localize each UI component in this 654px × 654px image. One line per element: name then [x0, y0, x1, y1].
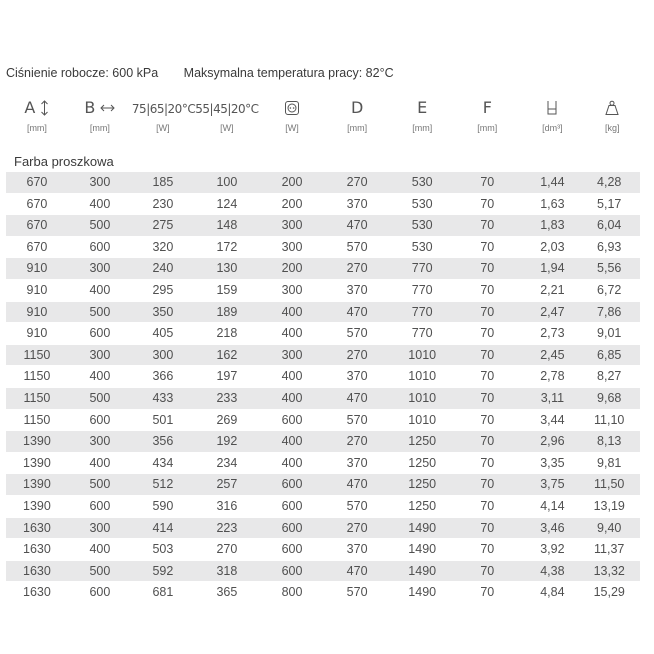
column-unit-d: [mm] — [347, 123, 368, 133]
table-cell: 200 — [260, 172, 324, 193]
table-cell: 1150 — [6, 344, 68, 366]
electric-socket-icon — [284, 100, 300, 116]
table-cell: 500 — [68, 215, 132, 237]
table-cell: 70 — [454, 323, 520, 345]
table-cell: 124 — [194, 193, 260, 215]
table-cell: 300 — [68, 258, 132, 280]
table-cell: 70 — [454, 560, 520, 582]
table-cell: 270 — [324, 517, 390, 539]
table-cell: 570 — [324, 323, 390, 345]
table-cell: 13,32 — [584, 560, 640, 582]
table-cell: 370 — [324, 539, 390, 561]
table-cell: 234 — [194, 452, 260, 474]
table-cell: 600 — [260, 409, 324, 431]
table-cell: 1010 — [390, 366, 454, 388]
table-cell: 670 — [6, 172, 68, 193]
water-capacity-icon — [546, 100, 558, 116]
table-header — [6, 100, 640, 152]
table-cell: 2,78 — [520, 366, 584, 388]
table-cell: 1150 — [6, 409, 68, 431]
table-cell: 770 — [390, 301, 454, 323]
table-cell: 300 — [68, 431, 132, 453]
table-cell: 70 — [454, 279, 520, 301]
table-cell: 1390 — [6, 495, 68, 517]
table-cell: 70 — [454, 236, 520, 258]
table-cell: 1,63 — [520, 193, 584, 215]
table-cell: 240 — [132, 258, 194, 280]
table-cell: 530 — [390, 172, 454, 193]
table-cell: 400 — [68, 193, 132, 215]
column-unit-f: [mm] — [477, 123, 498, 133]
table-cell: 1490 — [390, 517, 454, 539]
table-cell: 3,11 — [520, 387, 584, 409]
table-cell: 356 — [132, 431, 194, 453]
table-row — [6, 323, 640, 345]
column-symbol-output-55: 55|45|20°C — [195, 102, 259, 116]
table-cell: 9,81 — [584, 452, 640, 474]
table-cell: 9,01 — [584, 323, 640, 345]
table-cell: 600 — [68, 323, 132, 345]
table-cell: 370 — [324, 366, 390, 388]
table-cell: 300 — [260, 236, 324, 258]
column-unit-capacity: [dm³] — [542, 123, 563, 133]
table-cell: 400 — [68, 366, 132, 388]
table-cell: 1390 — [6, 452, 68, 474]
table-cell: 470 — [324, 474, 390, 496]
max-temperature-text: Maksymalna temperatura pracy: 82°C — [183, 66, 394, 80]
table-cell: 270 — [324, 258, 390, 280]
table-cell: 501 — [132, 409, 194, 431]
table-cell: 400 — [68, 539, 132, 561]
table-row — [6, 258, 640, 280]
table-row — [6, 193, 640, 215]
table-cell: 1490 — [390, 539, 454, 561]
table-cell: 2,21 — [520, 279, 584, 301]
table-cell: 400 — [260, 387, 324, 409]
table-cell: 70 — [454, 258, 520, 280]
column-header-e — [390, 100, 454, 152]
table-cell: 681 — [132, 582, 194, 604]
table-cell: 6,85 — [584, 344, 640, 366]
table-cell: 370 — [324, 452, 390, 474]
table-cell: 200 — [260, 258, 324, 280]
table-row — [6, 387, 640, 409]
column-header-output-55 — [194, 100, 260, 152]
table-cell: 1010 — [390, 409, 454, 431]
table-cell: 503 — [132, 539, 194, 561]
table-cell: 197 — [194, 366, 260, 388]
table-cell: 4,14 — [520, 495, 584, 517]
table-cell: 600 — [68, 495, 132, 517]
table-cell: 70 — [454, 495, 520, 517]
column-symbol-d: D — [350, 98, 364, 117]
table-cell: 670 — [6, 215, 68, 237]
table-cell: 370 — [324, 193, 390, 215]
table-cell: 1,44 — [520, 172, 584, 193]
table-cell: 470 — [324, 560, 390, 582]
table-cell: 600 — [260, 560, 324, 582]
table-cell: 530 — [390, 193, 454, 215]
table-cell: 100 — [194, 172, 260, 193]
table-cell: 270 — [324, 344, 390, 366]
table-cell: 5,17 — [584, 193, 640, 215]
height-arrows-icon — [40, 100, 49, 116]
table-cell: 770 — [390, 258, 454, 280]
table-cell: 1630 — [6, 517, 68, 539]
table-cell: 11,37 — [584, 539, 640, 561]
table-cell: 70 — [454, 409, 520, 431]
table-cell: 223 — [194, 517, 260, 539]
table-cell: 9,40 — [584, 517, 640, 539]
table-cell: 530 — [390, 215, 454, 237]
column-unit-b: [mm] — [89, 123, 110, 133]
table-cell: 370 — [324, 279, 390, 301]
table-cell: 570 — [324, 409, 390, 431]
table-cell: 470 — [324, 215, 390, 237]
table-row — [6, 344, 640, 366]
table-cell: 592 — [132, 560, 194, 582]
table-cell: 1010 — [390, 387, 454, 409]
table-cell: 3,44 — [520, 409, 584, 431]
section-header-row — [6, 152, 640, 172]
table-cell: 270 — [324, 431, 390, 453]
table-cell: 300 — [132, 344, 194, 366]
table-cell: 400 — [68, 452, 132, 474]
table-cell: 1,83 — [520, 215, 584, 237]
table-cell: 70 — [454, 344, 520, 366]
table-cell: 770 — [390, 279, 454, 301]
column-header-b — [68, 100, 132, 152]
table-cell: 3,35 — [520, 452, 584, 474]
table-cell: 270 — [324, 172, 390, 193]
table-cell: 433 — [132, 387, 194, 409]
table-cell: 70 — [454, 474, 520, 496]
column-symbol-e: E — [417, 98, 428, 117]
table-cell: 910 — [6, 258, 68, 280]
table-cell: 400 — [260, 431, 324, 453]
table-row — [6, 582, 640, 604]
table-cell: 600 — [68, 236, 132, 258]
table-cell: 530 — [390, 236, 454, 258]
table-cell: 70 — [454, 539, 520, 561]
table-cell: 2,45 — [520, 344, 584, 366]
column-symbol-b: B — [84, 98, 96, 117]
table-cell: 70 — [454, 517, 520, 539]
table-cell: 1150 — [6, 366, 68, 388]
table-cell: 1250 — [390, 495, 454, 517]
table-cell: 300 — [68, 344, 132, 366]
table-cell: 200 — [260, 193, 324, 215]
table-cell: 159 — [194, 279, 260, 301]
table-cell: 910 — [6, 323, 68, 345]
table-cell: 148 — [194, 215, 260, 237]
table-cell: 70 — [454, 193, 520, 215]
table-cell: 3,92 — [520, 539, 584, 561]
table-cell: 600 — [68, 409, 132, 431]
table-cell: 3,46 — [520, 517, 584, 539]
table-cell: 300 — [68, 517, 132, 539]
table-row — [6, 560, 640, 582]
table-cell: 1150 — [6, 387, 68, 409]
table-cell: 770 — [390, 323, 454, 345]
table-cell: 400 — [260, 323, 324, 345]
table-cell: 70 — [454, 301, 520, 323]
column-header-heater — [260, 100, 324, 152]
table-cell: 434 — [132, 452, 194, 474]
column-header-weight — [584, 100, 640, 152]
table-row — [6, 495, 640, 517]
table-row — [6, 366, 640, 388]
column-header-output-75 — [132, 100, 194, 152]
table-cell: 6,72 — [584, 279, 640, 301]
table-cell: 600 — [260, 474, 324, 496]
table-cell: 400 — [260, 452, 324, 474]
table-row — [6, 301, 640, 323]
width-arrows-icon — [100, 100, 115, 116]
table-cell: 1390 — [6, 474, 68, 496]
column-header-f — [454, 100, 520, 152]
table-cell: 8,27 — [584, 366, 640, 388]
table-cell: 600 — [260, 517, 324, 539]
radiator-spec-table — [6, 100, 640, 604]
column-symbol-output-75: 75|65|20°C — [131, 102, 196, 116]
table-cell: 70 — [454, 452, 520, 474]
table-cell: 130 — [194, 258, 260, 280]
table-cell: 9,68 — [584, 387, 640, 409]
table-cell: 189 — [194, 301, 260, 323]
column-unit-output-55: [W] — [220, 123, 234, 133]
section-title: Farba proszkowa — [14, 154, 114, 169]
table-cell: 320 — [132, 236, 194, 258]
table-cell: 470 — [324, 301, 390, 323]
table-cell: 600 — [68, 582, 132, 604]
table-cell: 910 — [6, 279, 68, 301]
table-cell: 414 — [132, 517, 194, 539]
table-cell: 512 — [132, 474, 194, 496]
table-cell: 400 — [260, 366, 324, 388]
table-cell: 4,28 — [584, 172, 640, 193]
table-cell: 400 — [68, 279, 132, 301]
table-cell: 1,94 — [520, 258, 584, 280]
table-cell: 70 — [454, 172, 520, 193]
table-row — [6, 409, 640, 431]
table-cell: 1490 — [390, 582, 454, 604]
column-symbol-f: F — [482, 98, 492, 117]
table-cell: 570 — [324, 582, 390, 604]
weight-icon — [605, 100, 619, 116]
table-cell: 70 — [454, 387, 520, 409]
table-cell: 300 — [68, 172, 132, 193]
table-cell: 13,19 — [584, 495, 640, 517]
table-cell: 295 — [132, 279, 194, 301]
table-cell: 500 — [68, 474, 132, 496]
table-cell: 11,10 — [584, 409, 640, 431]
table-cell: 5,56 — [584, 258, 640, 280]
table-row — [6, 215, 640, 237]
column-header-capacity — [520, 100, 584, 152]
table-cell: 1010 — [390, 344, 454, 366]
table-cell: 500 — [68, 301, 132, 323]
table-cell: 670 — [6, 193, 68, 215]
table-cell: 70 — [454, 215, 520, 237]
table-cell: 590 — [132, 495, 194, 517]
column-header-d — [324, 100, 390, 152]
table-body — [6, 152, 640, 603]
table-cell: 70 — [454, 582, 520, 604]
table-cell: 2,73 — [520, 323, 584, 345]
column-unit-a: [mm] — [26, 123, 47, 133]
table-cell: 365 — [194, 582, 260, 604]
table-cell: 3,75 — [520, 474, 584, 496]
table-cell: 2,96 — [520, 431, 584, 453]
table-cell: 172 — [194, 236, 260, 258]
table-cell: 1250 — [390, 431, 454, 453]
table-cell: 400 — [260, 301, 324, 323]
table-cell: 1630 — [6, 560, 68, 582]
table-cell: 275 — [132, 215, 194, 237]
table-cell: 300 — [260, 279, 324, 301]
table-cell: 1630 — [6, 582, 68, 604]
table-cell: 7,86 — [584, 301, 640, 323]
table-cell: 300 — [260, 215, 324, 237]
table-cell: 570 — [324, 495, 390, 517]
column-unit-weight: [kg] — [604, 123, 620, 133]
table-cell: 269 — [194, 409, 260, 431]
table-cell: 350 — [132, 301, 194, 323]
table-cell: 8,13 — [584, 431, 640, 453]
table-cell: 1490 — [390, 560, 454, 582]
table-cell: 570 — [324, 236, 390, 258]
column-unit-output-75: [W] — [156, 123, 170, 133]
table-cell: 670 — [6, 236, 68, 258]
table-cell: 257 — [194, 474, 260, 496]
table-cell: 185 — [132, 172, 194, 193]
table-cell: 470 — [324, 387, 390, 409]
table-cell: 162 — [194, 344, 260, 366]
table-cell: 300 — [260, 344, 324, 366]
table-cell: 2,03 — [520, 236, 584, 258]
table-cell: 4,38 — [520, 560, 584, 582]
table-cell: 600 — [260, 539, 324, 561]
table-row — [6, 539, 640, 561]
table-cell: 500 — [68, 560, 132, 582]
working-pressure-text: Ciśnienie robocze: 600 kPa — [6, 66, 159, 80]
table-row — [6, 474, 640, 496]
table-cell: 4,84 — [520, 582, 584, 604]
table-cell: 192 — [194, 431, 260, 453]
table-cell: 1390 — [6, 431, 68, 453]
table-cell: 218 — [194, 323, 260, 345]
table-cell: 1630 — [6, 539, 68, 561]
column-unit-heater: [W] — [285, 123, 299, 133]
table-cell: 318 — [194, 560, 260, 582]
table-cell: 910 — [6, 301, 68, 323]
column-symbol-a: A — [24, 98, 36, 117]
table-cell: 2,47 — [520, 301, 584, 323]
table-cell: 11,50 — [584, 474, 640, 496]
table-row — [6, 279, 640, 301]
table-cell: 1250 — [390, 452, 454, 474]
table-row — [6, 172, 640, 193]
table-cell: 366 — [132, 366, 194, 388]
table-cell: 233 — [194, 387, 260, 409]
table-row — [6, 431, 640, 453]
table-row — [6, 452, 640, 474]
info-line — [6, 66, 394, 80]
table-cell: 230 — [132, 193, 194, 215]
table-cell: 800 — [260, 582, 324, 604]
table-cell: 316 — [194, 495, 260, 517]
table-cell: 405 — [132, 323, 194, 345]
column-unit-e: [mm] — [412, 123, 433, 133]
table-cell: 70 — [454, 431, 520, 453]
table-cell: 500 — [68, 387, 132, 409]
table-row — [6, 236, 640, 258]
table-row — [6, 517, 640, 539]
table-cell: 6,04 — [584, 215, 640, 237]
table-cell: 70 — [454, 366, 520, 388]
table-cell: 15,29 — [584, 582, 640, 604]
column-header-a — [6, 100, 68, 152]
table-cell: 600 — [260, 495, 324, 517]
table-cell: 1250 — [390, 474, 454, 496]
table-cell: 6,93 — [584, 236, 640, 258]
table-cell: 270 — [194, 539, 260, 561]
